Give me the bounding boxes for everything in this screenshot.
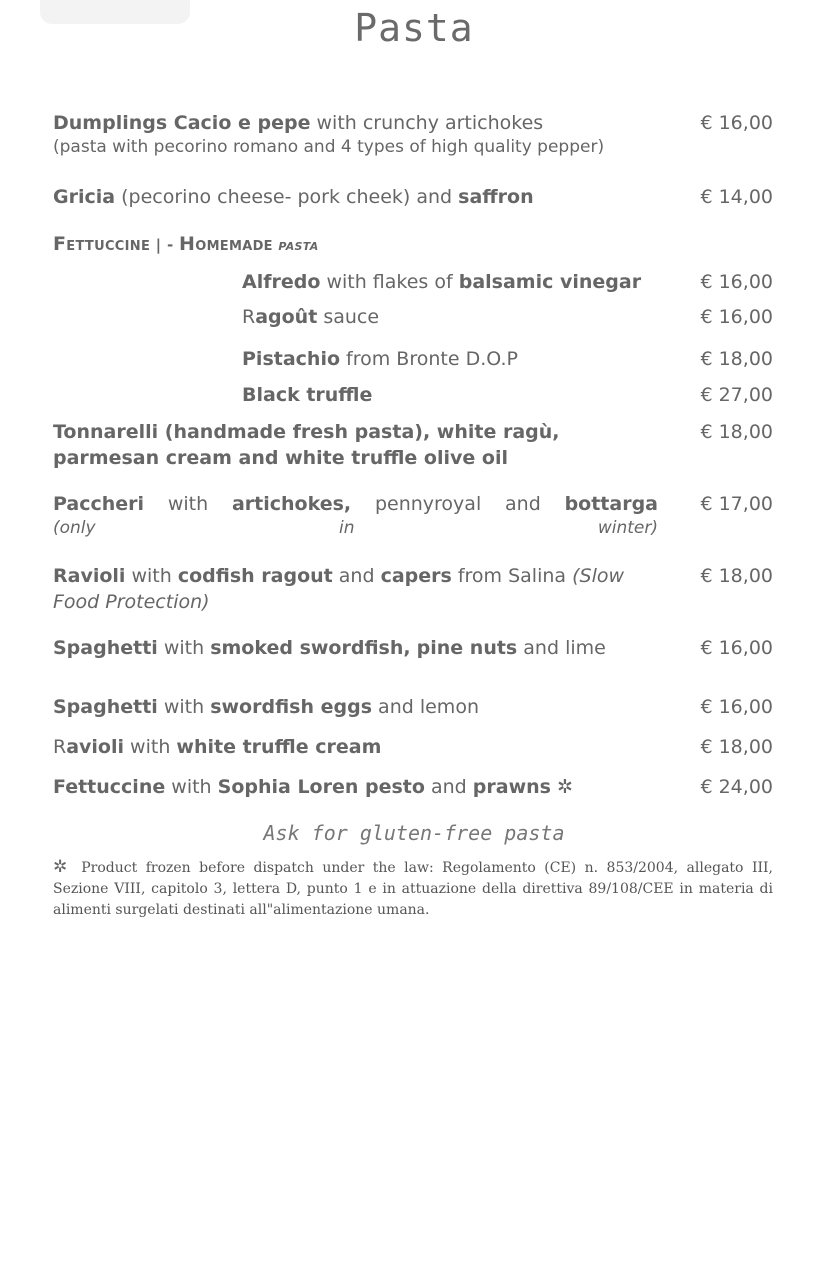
item-text-segment: Tonnarelli (handmade fresh pasta), white ragù, parmesan cream and white truffle olive oil	[53, 421, 560, 469]
item-text-segment: from Bronte D.O.P	[340, 348, 518, 370]
item-price: € 18,00	[700, 736, 773, 758]
section-heading-fettuccine	[53, 233, 319, 255]
item-price: € 14,00	[700, 186, 773, 208]
item-text-segment: with	[157, 637, 211, 659]
item-text-segment: sauce	[317, 306, 380, 328]
item-description	[53, 635, 658, 661]
item-price: € 16,00	[700, 271, 773, 293]
item-price: € 18,00	[700, 565, 773, 587]
item-text-segment: Spaghetti	[53, 637, 158, 659]
item-text-segment: smoked swordfish,	[210, 637, 411, 659]
item-text-segment: and lemon	[372, 696, 479, 718]
item-price: € 18,00	[700, 421, 773, 443]
item-text-segment: Sophia Loren pesto	[217, 776, 425, 798]
item-description	[53, 491, 658, 539]
item-text-segment: pine nuts	[416, 637, 518, 659]
item-price: € 16,00	[700, 112, 773, 134]
item-text-segment: codfish ragout	[177, 565, 333, 587]
item-text-segment: with	[144, 493, 232, 515]
item-price: € 16,00	[700, 637, 773, 659]
item-text-segment: Fettuccine	[53, 776, 166, 798]
section-fettuccine: Fettuccine	[53, 233, 151, 255]
item-text-segment: avioli	[66, 736, 125, 758]
item-description	[53, 184, 658, 210]
item-text-segment: white truffle cream	[176, 736, 382, 758]
page-title: Pasta	[354, 6, 474, 50]
item-text-segment: Paccheri	[53, 493, 145, 515]
section-separator: | -	[150, 236, 180, 254]
section-pasta: pasta	[278, 236, 319, 254]
item-text-segment: Black truffle	[242, 384, 373, 406]
item-text-segment: artichokes,	[231, 493, 352, 515]
item-text-segment: and	[332, 565, 381, 587]
item-text-segment: with crunchy artichokes	[310, 112, 544, 134]
item-description	[53, 774, 658, 800]
item-text-segment: balsamic vinegar	[458, 271, 642, 293]
item-text-segment: pennyroyal and	[351, 493, 565, 515]
item-subtitle: (pasta with pecorino romano and 4 types of high quality pepper)	[53, 137, 605, 157]
item-text-segment: Ravioli	[53, 565, 126, 587]
item-text-segment: with	[165, 776, 218, 798]
item-text-segment: (pecorino cheese- pork cheek) and	[115, 186, 459, 208]
item-text-segment: Dumplings Cacio e pepe	[53, 112, 311, 134]
item-price: € 24,00	[700, 776, 773, 798]
item-text-segment: swordfish eggs	[210, 696, 373, 718]
footnote	[53, 857, 773, 921]
item-text-segment: with	[124, 736, 177, 758]
item-text-segment: and	[424, 776, 473, 798]
gluten-free-note: Ask for gluten-free pasta	[263, 821, 565, 845]
item-text-segment: ✲	[550, 776, 573, 798]
item-text-segment: R	[53, 736, 67, 758]
item-price: € 16,00	[700, 306, 773, 328]
item-text-segment: and lime	[517, 637, 606, 659]
item-text-segment: saffron	[458, 186, 534, 208]
item-description	[53, 563, 658, 615]
item-text-segment: with	[125, 565, 178, 587]
item-price: € 27,00	[700, 384, 773, 406]
item-text-segment: prawns	[472, 776, 551, 798]
item-description	[242, 304, 662, 330]
item-description	[242, 382, 662, 408]
item-description	[53, 734, 658, 760]
item-description	[53, 419, 658, 471]
item-text-segment: bottarga	[564, 493, 658, 515]
asterisk-icon: ✲	[53, 857, 68, 877]
item-text-segment: R	[242, 306, 256, 328]
footnote-text: Product frozen before dispatch under the law: Regolamento (CE) n. 853/2004, allegato III, Sezione VIII, capitolo 3, lettera D, punto 1 e in attuazione della direttiva 89/108/CEE in materia di alimenti surgelati destinati all"alimentazione umana.	[53, 860, 773, 918]
item-description	[53, 694, 658, 720]
item-text-segment: (Slow Food Protection)	[53, 565, 625, 613]
item-description	[242, 346, 662, 372]
item-text-segment: Pistachio	[242, 348, 341, 370]
item-price: € 18,00	[700, 348, 773, 370]
item-text-segment: with flakes of	[320, 271, 459, 293]
item-subtitle: (only in winter)	[53, 518, 658, 538]
item-text-segment: Gricia	[53, 186, 116, 208]
item-text-segment: Alfredo	[242, 271, 321, 293]
section-homemade: Homemade	[179, 233, 273, 255]
item-text-segment: Spaghetti	[53, 696, 158, 718]
item-description	[242, 269, 662, 295]
item-description	[53, 110, 658, 158]
item-price: € 16,00	[700, 696, 773, 718]
item-text-segment: with	[157, 696, 211, 718]
item-text-segment: from Salina	[451, 565, 573, 587]
item-text-segment: capers	[380, 565, 452, 587]
item-text-segment: agoût	[255, 306, 318, 328]
item-price: € 17,00	[700, 493, 773, 515]
